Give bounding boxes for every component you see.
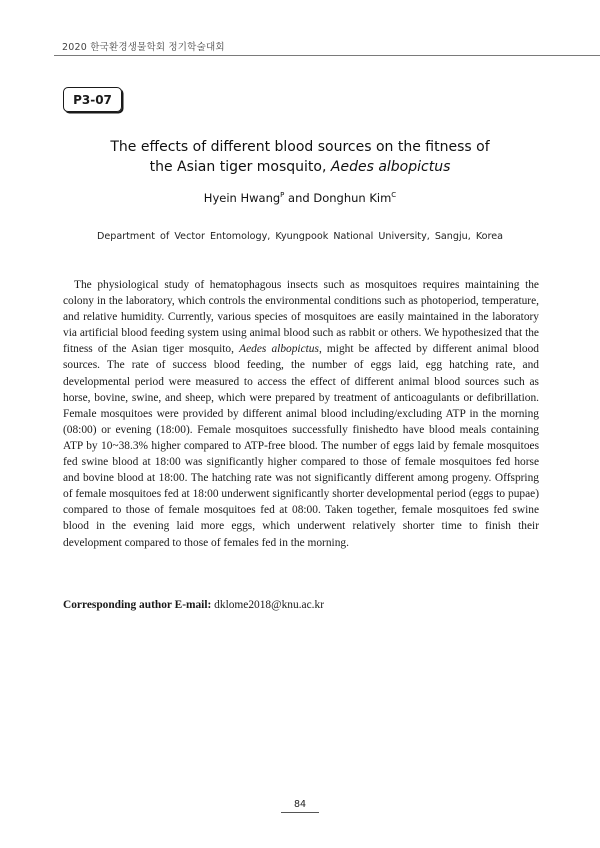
corresponding-author [63,599,324,611]
corresponding-label: Corresponding author E-mail: [63,599,212,611]
abstract-code-badge: P3-07 [63,87,122,112]
title-line-2 [60,157,540,177]
title-line-1: The effects of different blood sources on the fitness of [110,139,490,155]
header-divider [54,55,600,56]
author-2: Donghun Kim [313,191,392,205]
abstract-text-1: The physiological study of hematophagous insects such as mosquitoes requires maintaining the colony in the laboratory, which controls the environmental conditions such as photoperiod, temperature, and relative humidity. Currently, various species of mosquitoes are easily maintained in the laboratory via artificial blood feeding system using animal blood such as rabbit or others. We hypothesized that the fitness of the Asian tiger mosquito, [63,279,539,356]
running-header: 2020 한국환경생물학회 정기학술대회 [62,42,225,53]
author-1: Hyein Hwang [203,191,281,205]
page-number-underline [281,812,319,813]
author-joiner: and [284,191,314,205]
author-list [60,191,540,205]
author-2-mark: C [391,191,397,200]
abstract-species: Aedes albopictus [239,343,319,356]
page-number: 84 [293,799,307,810]
affiliation: Department of Vector Entomology, Kyungpook National University, Sangju, Korea [96,231,504,242]
corresponding-email: dklome2018@knu.ac.kr [214,599,324,611]
abstract-text-2: , might be affected by different animal blood sources. The rate of success blood feeding, the number of eggs laid, egg hatching rate, and developmental period were measured to access the effect of different animal blood sources such as horse, bovine, swine, and sheep, which were prepared by treatment of anticoagulants or defibrillation. Female mosquitoes were provided by different animal blood including/excluding ATP in the morning (08:00) or evening (18:00). Female mosquitoes successfully finishedto have blood meals containing ATP by 10~38.3% higher compared to ATP-free blood. The number of eggs laid by female mosquitoes fed swine blood at 18:00 was significantly higher compared to those of female mosquitoes fed horse and bovine blood at 18:00. The hatching rate was not significantly different among progeny. Offspring of female mosquitoes fed at 18:00 underwent significantly shorter developmental period (eggs to pupae) compared to those of female mosquitoes fed at 08:00. Taken together, female mosquitoes fed swine blood in the evening laid more eggs, which underwent relatively shorter time to finish their development compared to those of females fed in the morning. [63,343,539,549]
title-line-2-prefix: the Asian tiger mosquito, [149,159,331,175]
paper-title [60,137,540,177]
author-1-mark: P [280,191,285,200]
abstract-paragraph [63,277,539,551]
abstract-body [63,277,539,551]
title-species: Aedes albopictus [330,159,451,175]
